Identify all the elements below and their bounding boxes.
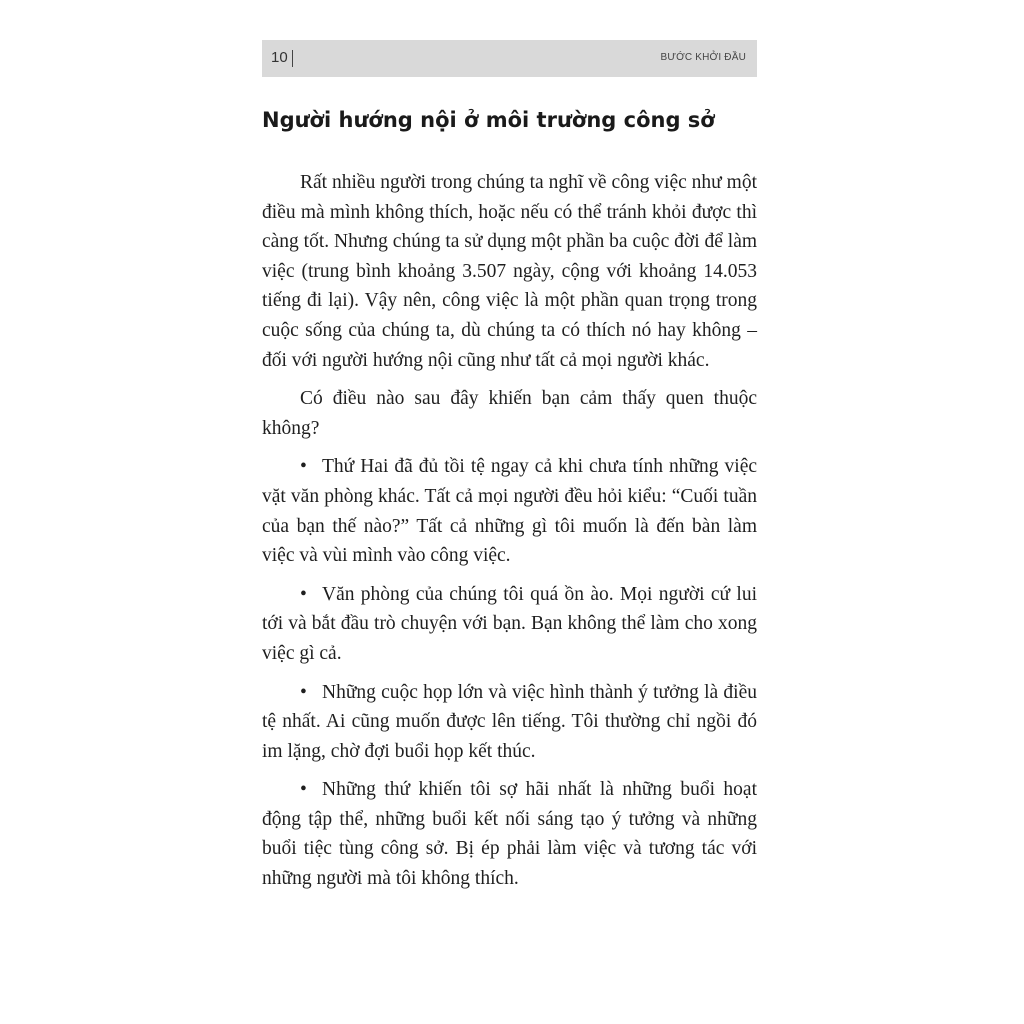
section-title: Người hướng nội ở môi trường công sở: [262, 108, 715, 132]
header-divider: [292, 50, 293, 67]
paragraph-intro: Rất nhiều người trong chúng ta nghĩ về công việc như một điều mà mình không thích, hoặc nếu có thể tránh khỏi được thì càng tốt. Nhưng chúng ta sử dụng một phần ba cuộc đời để làm việc (trung bình khoảng 3.507 ngày, cộng với khoảng 14.053 tiếng đi lại). Vậy nên, công việc là một phần quan trọng trong cuộc sống của chúng ta, dù chúng ta có thích nó hay không – đối với người hướng nội cũng như tất cả mọi người khác.: [262, 172, 758, 371]
page-number: 10: [271, 49, 288, 66]
bullet-text: Những cuộc họp lớn và việc hình thành ý tưởng là điều tệ nhất. Ai cũng muốn được lên tiếng. Tôi thường chỉ ngồi đó im lặng, chờ đợi buổi họp kết thúc.: [262, 681, 757, 762]
bullet-item: [262, 678, 757, 767]
bullet-item: [262, 452, 757, 570]
bullet-item: [262, 775, 757, 893]
bullet-marker: •: [300, 779, 307, 801]
bullet-text: Những thứ khiến tôi sợ hãi nhất là những buổi hoạt động tập thể, những buổi kết nối sáng tạo ý tưởng và những buổi tiệc tùng công sở. Bị ép phải làm việc và tương tác với những người mà tôi không thích.: [262, 779, 757, 890]
bullet-marker: •: [300, 583, 307, 605]
bullet-item: [262, 580, 757, 669]
bullet-marker: •: [300, 681, 307, 703]
paragraph-question: Có điều nào sau đây khiến bạn cảm thấy quen thuộc không?: [262, 388, 757, 439]
bullet-text: Thứ Hai đã đủ tồi tệ ngay cả khi chưa tính những việc vặt văn phòng khác. Tất cả mọi người đều hỏi kiểu: “Cuối tuần của bạn thế nào?” Tất cả những gì tôi muốn là đến bàn làm việc và vùi mình vào công việc.: [262, 456, 757, 567]
bullet-marker: •: [300, 456, 307, 478]
bullet-text: Văn phòng của chúng tôi quá ồn ào. Mọi người cứ lui tới và bắt đầu trò chuyện với bạn. Bạn không thể làm cho xong việc gì cả.: [262, 583, 757, 664]
running-head: BƯỚC KHỞI ĐẦU: [660, 52, 746, 63]
body-text: [262, 168, 757, 903]
page-header: [262, 40, 757, 77]
